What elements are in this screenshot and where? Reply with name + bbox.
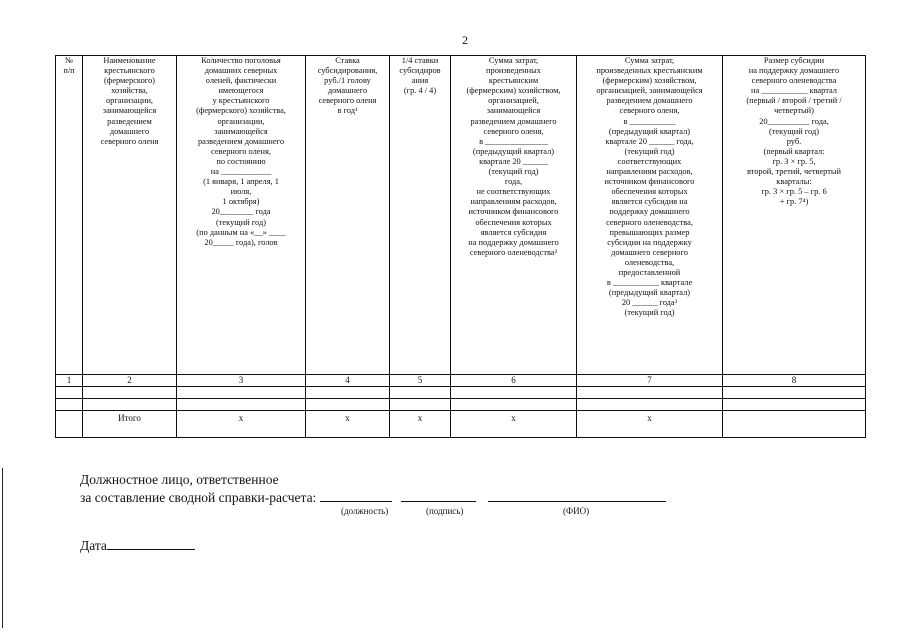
total-row xyxy=(56,411,866,438)
header-cell xyxy=(56,56,83,375)
header-line: предоставленной xyxy=(618,267,681,277)
header-line: организацией, занимающейся xyxy=(596,86,703,96)
header-line: № xyxy=(65,56,73,65)
header-cell xyxy=(723,56,866,375)
empty-cell xyxy=(723,399,866,411)
full-name-blank[interactable] xyxy=(488,489,666,502)
column-number: 4 xyxy=(306,375,390,387)
header-line: домашнего северного xyxy=(611,247,688,257)
header-line: квартале 20 ______ года, xyxy=(605,136,694,146)
header-line: организацией, xyxy=(488,96,539,106)
header-line: п/п xyxy=(63,66,75,76)
empty-cell xyxy=(577,387,723,399)
header-line: (фермерского) хозяйства, xyxy=(196,106,286,116)
header-line: северного оленеводства xyxy=(751,76,837,86)
header-line: июля, xyxy=(230,187,252,197)
header-line: кварталы: xyxy=(776,177,812,187)
header-line: разведением xyxy=(107,116,152,126)
header-line: у крестьянского xyxy=(212,96,270,106)
column-number: 8 xyxy=(723,375,866,387)
header-line: (текущий год) xyxy=(215,217,267,227)
header-line: направлениям расходов, xyxy=(470,197,557,207)
empty-cell xyxy=(306,387,390,399)
header-line: Количество поголовья xyxy=(201,56,281,65)
header-line: северного оленеводства, xyxy=(606,217,693,227)
empty-cell xyxy=(577,399,723,411)
header-line: произведенных xyxy=(486,66,541,76)
header-line: 1/4 ставки xyxy=(401,56,439,65)
header-line: Наименование xyxy=(103,56,156,65)
total-cell xyxy=(56,411,83,438)
header-line: (предыдущий квартал) xyxy=(472,146,555,156)
column-number: 5 xyxy=(390,375,451,387)
header-line: поддержку домашнего xyxy=(609,207,690,217)
header-line: (первый / второй / третий / xyxy=(746,96,842,106)
empty-cell xyxy=(56,399,83,411)
header-line: в ___________ xyxy=(623,116,676,126)
header-line: второй, третий, четвертый xyxy=(746,167,842,177)
header-line: занимающейся xyxy=(486,106,541,116)
header-line: 20_____ года), голов xyxy=(204,237,278,247)
total-cell: х xyxy=(577,411,723,438)
header-line: является субсидия на xyxy=(611,197,688,207)
column-number: 7 xyxy=(577,375,723,387)
header-line: руб. xyxy=(786,136,802,146)
empty-cell xyxy=(451,387,577,399)
total-label: Итого xyxy=(83,411,177,438)
header-line: в год¹ xyxy=(337,106,358,116)
header-line: (текущий год) xyxy=(624,146,675,156)
column-number: 3 xyxy=(177,375,306,387)
header-line: (текущий год) xyxy=(488,167,539,177)
empty-cell xyxy=(723,387,866,399)
header-line: домашнего xyxy=(109,126,150,136)
header-line: гр. 3 × гр. 5 – гр. 6 xyxy=(761,187,827,197)
header-line: организации, xyxy=(217,116,265,126)
date-row xyxy=(80,537,195,554)
date-label: Дата xyxy=(80,538,107,553)
header-line: субсидии на поддержку xyxy=(607,237,692,247)
signature-label-line2: за составление сводной справки-расчета: xyxy=(80,490,317,505)
header-line: оленей, фактически xyxy=(205,76,277,86)
header-row xyxy=(56,56,866,375)
header-cell xyxy=(83,56,177,375)
header-line: занимающейся xyxy=(214,126,268,136)
total-cell: х xyxy=(390,411,451,438)
header-line: крестьянского xyxy=(104,66,155,76)
position-caption: (должность) xyxy=(341,506,389,516)
header-line: северного оленя, xyxy=(619,106,680,116)
header-line: субсидиров xyxy=(399,66,441,76)
header-line: северного оленя, xyxy=(483,126,544,136)
signature-row xyxy=(80,489,666,506)
header-line: (фермерского) xyxy=(104,76,155,86)
empty-cell xyxy=(83,387,177,399)
header-line: Размер субсидии xyxy=(763,56,825,65)
total-cell: х xyxy=(306,411,390,438)
position-blank[interactable] xyxy=(320,489,392,502)
header-line: четвертый) xyxy=(774,106,814,116)
empty-cell xyxy=(306,399,390,411)
signature-caption: (подпись) xyxy=(426,506,464,516)
header-line: обеспечения которых xyxy=(611,187,688,197)
column-number: 2 xyxy=(83,375,177,387)
header-line: северного оленя xyxy=(100,136,159,146)
header-line: гр. 3 × гр. 5, xyxy=(772,156,816,166)
page-edge-line xyxy=(2,468,3,628)
header-line: оленеводства, xyxy=(624,257,675,267)
header-line: (предыдущий квартал) xyxy=(608,126,691,136)
header-cell xyxy=(306,56,390,375)
header-line: (по данным на «__» ____ xyxy=(196,227,286,237)
date-blank[interactable] xyxy=(107,537,195,550)
header-line: крестьянским xyxy=(488,76,539,86)
total-cell: х xyxy=(451,411,577,438)
header-line: руб./1 голову xyxy=(324,76,371,86)
header-line: квартале 20 ______ xyxy=(479,156,548,166)
header-line: источником финансового xyxy=(604,177,695,187)
empty-cell xyxy=(177,387,306,399)
header-line: не соответствующих xyxy=(476,187,551,197)
header-line: домашнего xyxy=(327,86,368,96)
header-line: 20__________ года, xyxy=(759,116,829,126)
header-line: северного оленя xyxy=(318,96,377,106)
header-line: по состоянию xyxy=(216,156,266,166)
header-cell xyxy=(177,56,306,375)
total-cell: х xyxy=(177,411,306,438)
header-line: Сумма затрат, xyxy=(624,56,675,65)
empty-cell xyxy=(390,387,451,399)
header-line: произведенных крестьянским xyxy=(596,66,703,76)
header-line: организации, xyxy=(105,96,154,106)
header-cell xyxy=(577,56,723,375)
column-number: 1 xyxy=(56,375,83,387)
header-line: 1 октября) xyxy=(222,197,260,207)
header-line: в _______________ xyxy=(479,136,548,146)
full-name-caption: (ФИО) xyxy=(563,506,590,516)
header-line: на поддержку домашнего xyxy=(468,237,559,247)
header-line: на ___________ квартал xyxy=(751,86,837,96)
empty-cell xyxy=(451,399,577,411)
header-line: северного оленеводства² xyxy=(469,247,558,257)
header-line: разведением домашнего xyxy=(470,116,557,126)
header-line: обеспечения которых xyxy=(475,217,552,227)
subsidy-calculation-table xyxy=(55,55,866,438)
empty-cell xyxy=(177,399,306,411)
signature-label-line1: Должностное лицо, ответственное xyxy=(80,472,279,487)
header-line: северного оленя, xyxy=(211,146,271,156)
header-line: + гр. 7⁴) xyxy=(779,197,809,207)
empty-row xyxy=(56,387,866,399)
header-line: хозяйства, xyxy=(111,86,148,96)
header-line: (гр. 4 / 4) xyxy=(403,86,437,96)
header-line: разведением домашнего xyxy=(606,96,693,106)
header-line: имеющегося xyxy=(218,86,264,96)
header-line: Сумма затрат, xyxy=(488,56,539,65)
header-line: занимающейся xyxy=(102,106,157,116)
empty-cell xyxy=(83,399,177,411)
empty-row xyxy=(56,399,866,411)
header-line: в ___________ квартале xyxy=(606,278,693,288)
header-line: (фермерским) хозяйством, xyxy=(466,86,561,96)
header-line: (первый квартал: xyxy=(763,146,825,156)
header-line: (фермерским) хозяйством, xyxy=(602,76,697,86)
header-line: (1 января, 1 апреля, 1 xyxy=(203,177,279,187)
header-line: на поддержку домашнего xyxy=(748,66,840,76)
header-line: разведением домашнего xyxy=(197,136,285,146)
column-number-row xyxy=(56,375,866,387)
header-line: соответствующих xyxy=(617,156,682,166)
header-line: (текущий год) xyxy=(768,126,820,136)
total-cell xyxy=(723,411,866,438)
header-line: 20________ года xyxy=(211,207,271,217)
header-line: на ____________ xyxy=(210,167,272,177)
header-line: домашних северных xyxy=(204,66,278,76)
header-line: (текущий год) xyxy=(624,308,675,318)
header-line: субсидирования, xyxy=(317,66,378,76)
header-line: является субсидия xyxy=(480,227,547,237)
column-number: 6 xyxy=(451,375,577,387)
header-cell xyxy=(451,56,577,375)
page-number: 2 xyxy=(462,33,468,47)
empty-cell xyxy=(56,387,83,399)
header-line: направлениям расходов, xyxy=(606,167,693,177)
signature-blank[interactable] xyxy=(401,489,476,502)
header-line: года, xyxy=(504,177,523,187)
header-line: Ставка xyxy=(335,56,360,65)
header-line: превышающих размер xyxy=(609,227,690,237)
empty-cell xyxy=(390,399,451,411)
header-line: ания xyxy=(411,76,429,86)
header-line: (предыдущий квартал) xyxy=(608,288,691,298)
header-line: источником финансового xyxy=(468,207,559,217)
header-cell xyxy=(390,56,451,375)
header-line: 20 ______ года³ xyxy=(621,298,678,308)
